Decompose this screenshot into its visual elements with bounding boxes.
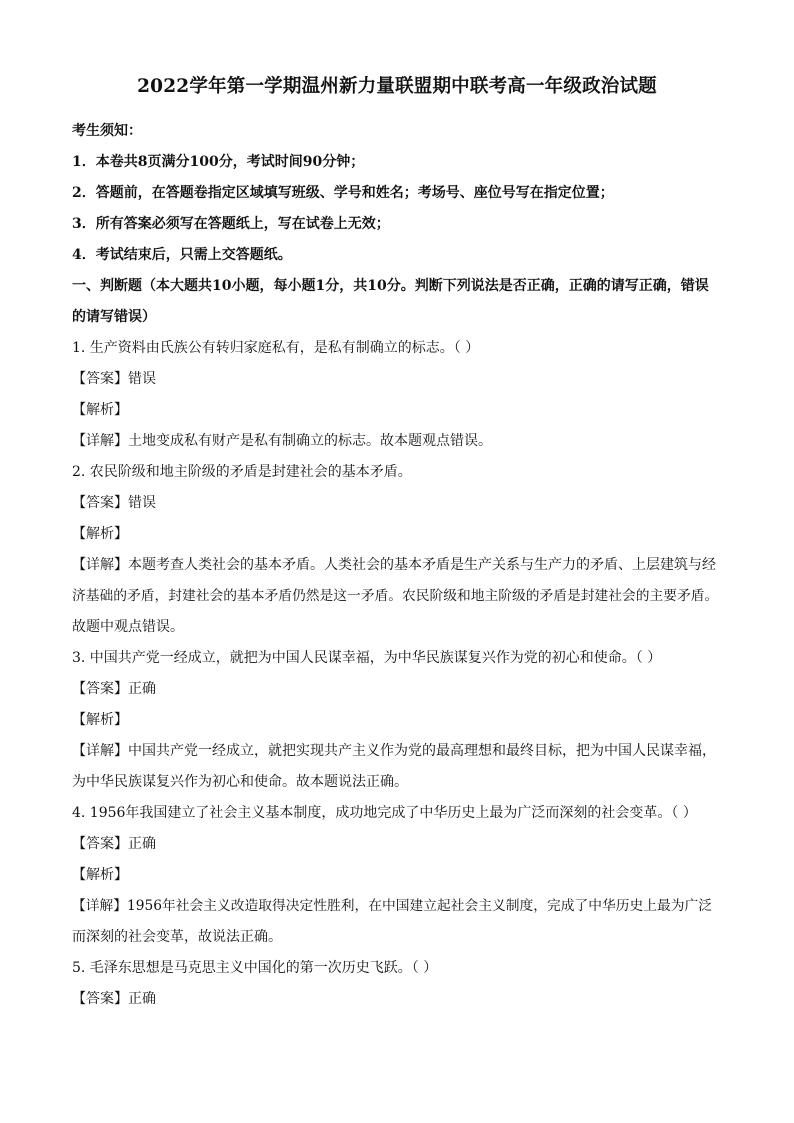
detail-line: 为中华民族谋复兴作为初心和使命。故本题说法正确。: [72, 774, 408, 790]
detail-line: 故题中观点错误。: [72, 619, 184, 635]
analysis-label: 【解析】: [72, 526, 128, 542]
question-text: 2. 农民阶级和地主阶级的矛盾是封建社会的基本矛盾。: [72, 464, 412, 480]
answer-line: 【答案】正确: [72, 836, 156, 852]
answer-line: 【答案】错误: [72, 371, 156, 387]
detail-line: 而深刻的社会变革，故说法正确。: [72, 929, 282, 945]
question-text: 4. 1956年我国建立了社会主义基本制度，成功地完成了中华历史上最为广泛而深刻的社会变革。（ ）: [72, 805, 697, 821]
answer-line: 【答案】正确: [72, 991, 156, 1007]
notice-heading: 考生须知：: [72, 123, 142, 139]
analysis-label: 【解析】: [72, 402, 128, 418]
section-heading-cont: 的请写错误）: [72, 309, 156, 325]
question-text: 1. 生产资料由氏族公有转归家庭私有，是私有制确立的标志。（ ）: [72, 340, 480, 356]
notice-item: 2．答题前，在答题卷指定区域填写班级、学号和姓名；考场号、座位号写在指定位置；: [72, 185, 614, 201]
section-heading: 一、判断题（本大题共10小题，每小题1分，共10分。判断下列说法是否正确，正确的请写正确，错误: [72, 278, 709, 294]
question-text: 3. 中国共产党一经成立，就把为中国人民谋幸福，为中华民族谋复兴作为党的初心和使命。（ ）: [72, 650, 662, 666]
detail-line: 【详解】土地变成私有财产是私有制确立的标志。故本题观点错误。: [72, 433, 492, 449]
notice-item: 3．所有答案必须写在答题纸上，写在试卷上无效；: [72, 216, 390, 232]
notice-item: 4．考试结束后，只需上交答题纸。: [72, 247, 292, 263]
analysis-label: 【解析】: [72, 867, 128, 883]
detail-line: 【详解】1956年社会主义改造取得决定性胜利，在中国建立起社会主义制度，完成了中华历史上最为广泛: [72, 898, 712, 914]
notice-item: 1．本卷共8页满分100分，考试时间90分钟；: [72, 154, 365, 170]
detail-line: 【详解】本题考查人类社会的基本矛盾。人类社会的基本矛盾是生产关系与生产力的矛盾、上层建筑与经: [72, 557, 716, 573]
analysis-label: 【解析】: [72, 712, 128, 728]
answer-line: 【答案】正确: [72, 681, 156, 697]
answer-line: 【答案】错误: [72, 495, 156, 511]
page-title: 2022学年第一学期温州新力量联盟期中联考高一年级政治试题: [137, 76, 657, 97]
detail-line: 【详解】中国共产党一经成立，就把实现共产主义作为党的最高理想和最终目标，把为中国人民谋幸福，: [72, 743, 716, 759]
detail-line: 济基础的矛盾，封建社会的基本矛盾仍然是这一矛盾。农民阶级和地主阶级的矛盾是封建社会的主要矛盾。: [72, 588, 719, 604]
question-text: 5. 毛泽东思想是马克思主义中国化的第一次历史飞跃。（ ）: [72, 960, 438, 976]
